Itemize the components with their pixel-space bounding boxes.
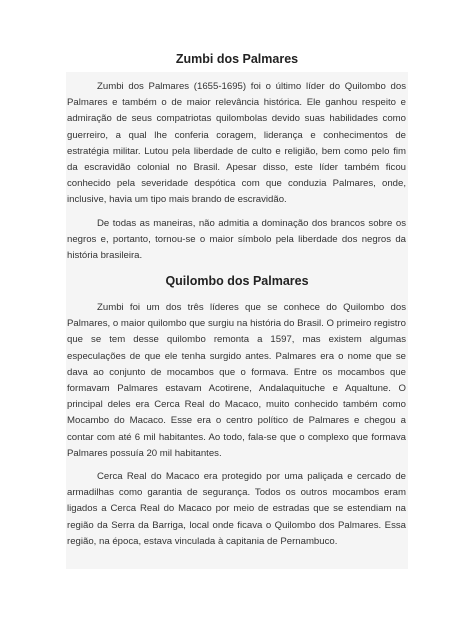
paragraph-intro: Zumbi dos Palmares (1655-1695) foi o último líder do Quilombo dos Palmares e também o de maior relevância histórica. Ele ganhou respeito e admiração de seus compatriotas quilombolas devido suas habilidades como guerreiro, a qual lhe conferia coragem, liderança e conhecimentos de estratégia militar. Lutou pela liberdade de culto e religião, bem como pelo fim da escravidão colonial no Brasil. Apesar disso, este líder também ficou conhecido pela severidade despótica com que conduzia Palmares, onde, inclusive, havia um tipo mais brando de escravidão. (67, 81, 406, 206)
section-heading: Quilombo dos Palmares (165, 274, 309, 288)
paragraph-cerca-real: Cerca Real do Macaco era protegido por uma paliçada e cercado de armadilhas como garantia de segurança. Todos os outros mocambos eram ligados a Cerca Real do Macaco por meio de estradas que se estendiam na região da Serra da Barriga, local onde ficava o Quilombo dos Palmares. Essa região, na época, estava vinculada à capitania de Pernambuco. (67, 471, 406, 547)
document-title: Zumbi dos Palmares (175, 52, 299, 66)
paragraph-symbol: De todas as maneiras, não admitia a dominação dos brancos sobre os negros e, portanto, tornou-se o maior símbolo pela liberdade dos negros da história brasileira. (67, 218, 406, 262)
paragraph-quilombo: Zumbi foi um dos três líderes que se conhece do Quilombo dos Palmares, o maior quilombo que surgiu na história do Brasil. O primeiro registro que se tem desse quilombo remonta a 1597, mas existem algumas especulações de que ele tenha surgido antes. Palmares era o nome que se dava ao conjunto de mocambos que o formava. Entre os mocambos que formavam Palmares estavam Acotirene, Andalaquituche e Aqualtune. O principal deles era Cerca Real do Macaco, muito conhecido também como Mocambo do Macaco. Esse era o centro político de Palmares e chegou a contar com até 6 mil habitantes. Ao todo, fala-se que o complexo que formava Palmares possuía 20 mil habitantes. (67, 302, 406, 459)
